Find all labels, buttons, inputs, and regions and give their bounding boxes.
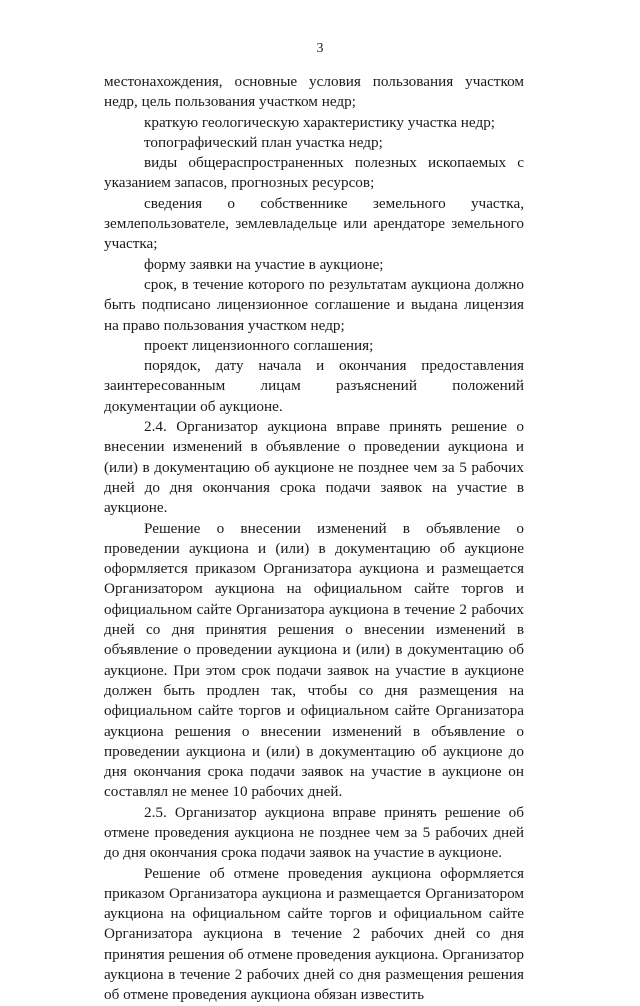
- paragraph: проект лицензионного соглашения;: [144, 336, 374, 354]
- paragraph: краткую геологическую характеристику участка недр;: [144, 113, 496, 131]
- section-2-5-paragraph: 2.5. Организатор аукциона вправе принять решение об отмене проведения аукциона не позднее чем за 5 рабочих дней до дня окончания срока подачи заявок на участие в аукционе.: [104, 803, 524, 862]
- paragraph: срок, в течение которого по результатам аукциона должно быть подписано лицензионное соглашение и выдана лицензия на право пользования участком недр;: [104, 275, 524, 334]
- paragraph: форму заявки на участие в аукционе;: [144, 255, 384, 273]
- paragraph: сведения о собственнике земельного участка, землепользователе, землевладельце или арендаторе земельного участка;: [104, 194, 524, 253]
- paragraph: топографический план участка недр;: [144, 133, 383, 151]
- page-number: 3: [316, 41, 324, 56]
- paragraph: порядок, дату начала и окончания предоставления заинтересованным лицам разъяснений положений документации об аукционе.: [104, 357, 524, 415]
- section-2-4-paragraph: 2.4. Организатор аукциона вправе принять решение о внесении изменений в объявление о проведении аукциона и (или) в документацию об аукционе не позднее чем за 5 рабочих дней до дня окончания срока подачи заявок на участие в аукционе.: [104, 418, 524, 517]
- paragraph: виды общераспространенных полезных ископаемых с указанием запасов, прогнозных ресурсов;: [104, 154, 524, 192]
- paragraph: Решение о внесении изменений в объявление о проведении аукциона и (или) в документацию об аукционе оформляется приказом Организатора аукциона и размещается Организатором аукциона на официальном сайте торгов и официальном сайте Организатора аукциона в течение 2 рабочих дней со дня принятия решения о внесении изменений в объявление о проведении аукциона и (или) в документацию об аукционе. При этом срок подачи заявок на участие в аукционе должен быть продлен так, чтобы со дня размещения на официальном сайте торгов и официальном сайте Организатора аукциона решения о внесении изменений в объявление о проведении аукциона и (или) в документацию об аукционе до дня окончания срока подачи заявок на участие в аукционе он составлял не менее 10 рабочих дней.: [104, 519, 524, 801]
- paragraph: Решение об отмене проведения аукциона оформляется приказом Организатора аукциона и размещается Организатором аукциона на официальном сайте торгов и официальном сайте Организатора аукциона в течение 2 рабочих дней со дня принятия решения об отмене проведения аукциона. Организатор аукциона в течение 2 рабочих дней со дня размещения решения об отмене проведения аукциона обязан известить: [104, 864, 524, 1004]
- paragraph: местонахождения, основные условия пользования участком недр, цель пользования участком недр;: [104, 73, 524, 111]
- document-body: [104, 72, 524, 1006]
